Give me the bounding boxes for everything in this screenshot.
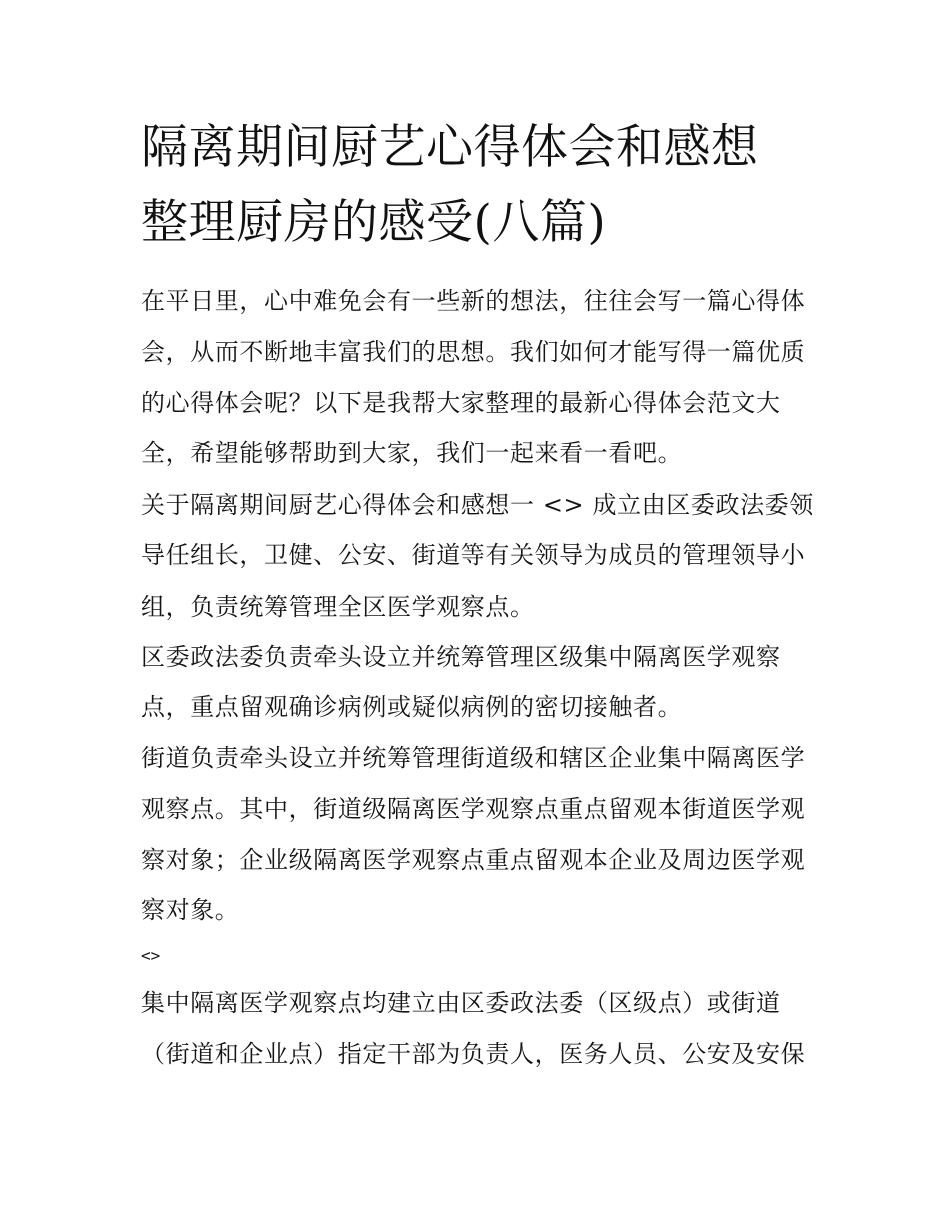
paragraph-line: 组，负责统筹管理全区医学观察点。 (141, 593, 535, 621)
paragraph-line: 会，从而不断地丰富我们的思想。我们如何才能写得一篇优质 (141, 338, 806, 366)
document-title-line-2: 整理厨房的感受(八篇) (141, 195, 607, 250)
paragraph-line: 区委政法委负责牵头设立并统筹管理区级集中隔离医学观察 (141, 643, 781, 671)
document-title-line-1: 隔离期间厨艺心得体会和感想 (141, 120, 759, 175)
paragraph-line: 点，重点留观确诊病例或疑似病例的密切接触者。 (141, 693, 683, 721)
paragraph-line: 导任组长，卫健、公安、街道等有关领导为成员的管理领导小 (141, 541, 806, 569)
paragraph-line: 全，希望能够帮助到大家，我们一起来看一看吧。 (141, 439, 683, 467)
paragraph-line: 关于隔离期间厨艺心得体会和感想一 <> 成立由区委政法委领 (141, 491, 814, 519)
paragraph-line: 在平日里，心中难免会有一些新的想法，往往会写一篇心得体 (141, 287, 806, 315)
paragraph-line: 的心得体会呢？以下是我帮大家整理的最新心得体会范文大 (141, 389, 781, 417)
paragraph-line: 街道负责牵头设立并统筹管理街道级和辖区企业集中隔离医学 (141, 744, 806, 772)
paragraph-line: 察对象；企业级隔离医学观察点重点留观本企业及周边医学观 (141, 846, 806, 874)
paragraph-line: 集中隔离医学观察点均建立由区委政法委（区级点）或街道 (141, 989, 781, 1017)
paragraph-line: 观察点。其中，街道级隔离医学观察点重点留观本街道医学观 (141, 795, 806, 823)
placeholder-marker: <> (141, 946, 161, 965)
paragraph-line: 察对象。 (141, 896, 240, 924)
paragraph-line: （街道和企业点）指定干部为负责人，医务人员、公安及安保 (141, 1040, 806, 1068)
